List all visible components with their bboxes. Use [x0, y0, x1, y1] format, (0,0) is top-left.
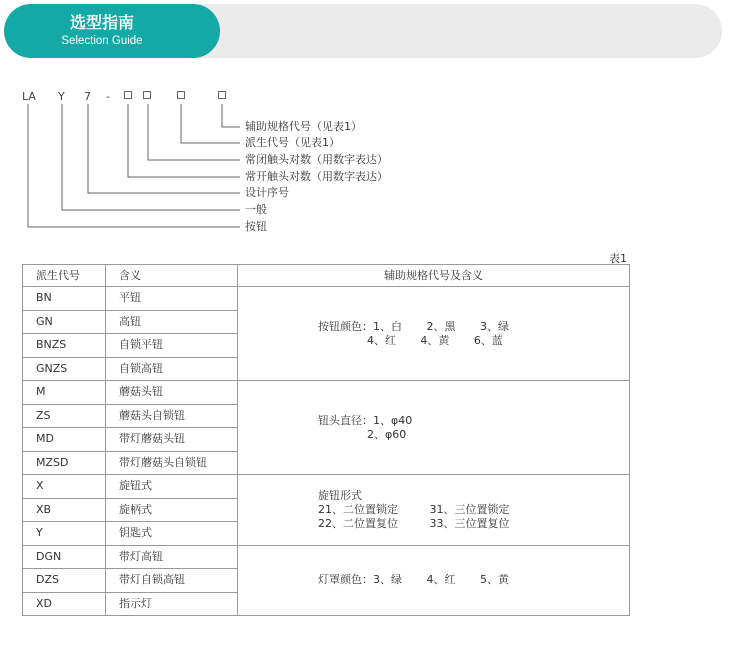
spec-line: 21、二位置锁定 31、三位置锁定 [318, 502, 510, 516]
code-char-la: LA [22, 90, 36, 103]
cell-button-color-spec [238, 287, 630, 381]
code-char-dash: - [106, 90, 110, 103]
cell-meaning: 高钮 [106, 310, 238, 334]
cell-meaning: 旋柄式 [106, 498, 238, 522]
cell-meaning: 带灯蘑菇头钮 [106, 428, 238, 452]
code-label-derivative: 派生代号（见表1） [245, 136, 340, 149]
spec-line: 灯罩颜色：3、绿 4、红 5、黄 [318, 573, 509, 587]
cell-meaning: 平钮 [106, 287, 238, 311]
cell-code: XD [23, 592, 106, 616]
cell-code: GN [23, 310, 106, 334]
code-label-button: 按钮 [245, 220, 267, 233]
spec-line: 钮头直径：1、φ40 [318, 413, 413, 427]
table-caption: 表1 [609, 252, 627, 265]
cell-meaning: 蘑菇头钮 [106, 381, 238, 405]
table-row [23, 475, 630, 499]
table-row [23, 287, 630, 311]
cell-meaning: 自锁高钮 [106, 357, 238, 381]
code-label-design-no: 设计序号 [245, 186, 289, 199]
code-label-aux-spec: 辅助规格代号（见表1） [245, 120, 362, 133]
cell-meaning: 蘑菇头自锁钮 [106, 404, 238, 428]
code-char-7: 7 [84, 90, 91, 103]
header-meaning: 含义 [106, 265, 238, 287]
cell-code: GNZS [23, 357, 106, 381]
cell-code: DZS [23, 569, 106, 593]
cell-code: MD [23, 428, 106, 452]
cell-code: ZS [23, 404, 106, 428]
cell-code: MZSD [23, 451, 106, 475]
spec-line: 4、红 4、黄 6、蓝 [318, 333, 503, 347]
section-title: 选型指南 [69, 13, 134, 32]
code-label-nc-contacts: 常闭触头对数（用数字表达） [245, 153, 388, 166]
cell-meaning: 带灯自锁高钮 [106, 569, 238, 593]
code-label-no-contacts: 常开触头对数（用数字表达） [245, 170, 388, 183]
cell-code: DGN [23, 545, 106, 569]
cell-meaning: 旋钮式 [106, 475, 238, 499]
section-subtitle: Selection Guide [61, 35, 143, 47]
selection-table [22, 264, 630, 616]
cell-head-diameter-spec [238, 381, 630, 475]
cell-meaning: 带灯蘑菇头自锁钮 [106, 451, 238, 475]
cell-code: BNZS [23, 334, 106, 358]
cell-code: BN [23, 287, 106, 311]
cell-meaning: 钥匙式 [106, 522, 238, 546]
cell-meaning: 指示灯 [106, 592, 238, 616]
cell-knob-form-spec [238, 475, 630, 546]
cell-code: Y [23, 522, 106, 546]
cell-meaning: 自锁平钮 [106, 334, 238, 358]
code-char-y: Y [58, 90, 65, 103]
table-row [23, 545, 630, 569]
spec-line: 22、二位置复位 33、三位置复位 [318, 516, 510, 530]
table-row [23, 381, 630, 405]
table-header-row [23, 265, 630, 287]
spec-line: 旋钮形式 [318, 488, 362, 502]
spec-line: 2、φ60 [318, 427, 407, 441]
cell-code: XB [23, 498, 106, 522]
cell-meaning: 带灯高钮 [106, 545, 238, 569]
cell-lamp-cover-spec [238, 545, 630, 616]
header-derivative-code: 派生代号 [23, 265, 106, 287]
header-aux-spec: 辅助规格代号及含义 [238, 265, 630, 287]
cell-code: X [23, 475, 106, 499]
spec-line: 按钮颜色：1、白 2、黑 3、绿 [318, 319, 509, 333]
code-label-general: 一般 [245, 203, 267, 216]
cell-code: M [23, 381, 106, 405]
